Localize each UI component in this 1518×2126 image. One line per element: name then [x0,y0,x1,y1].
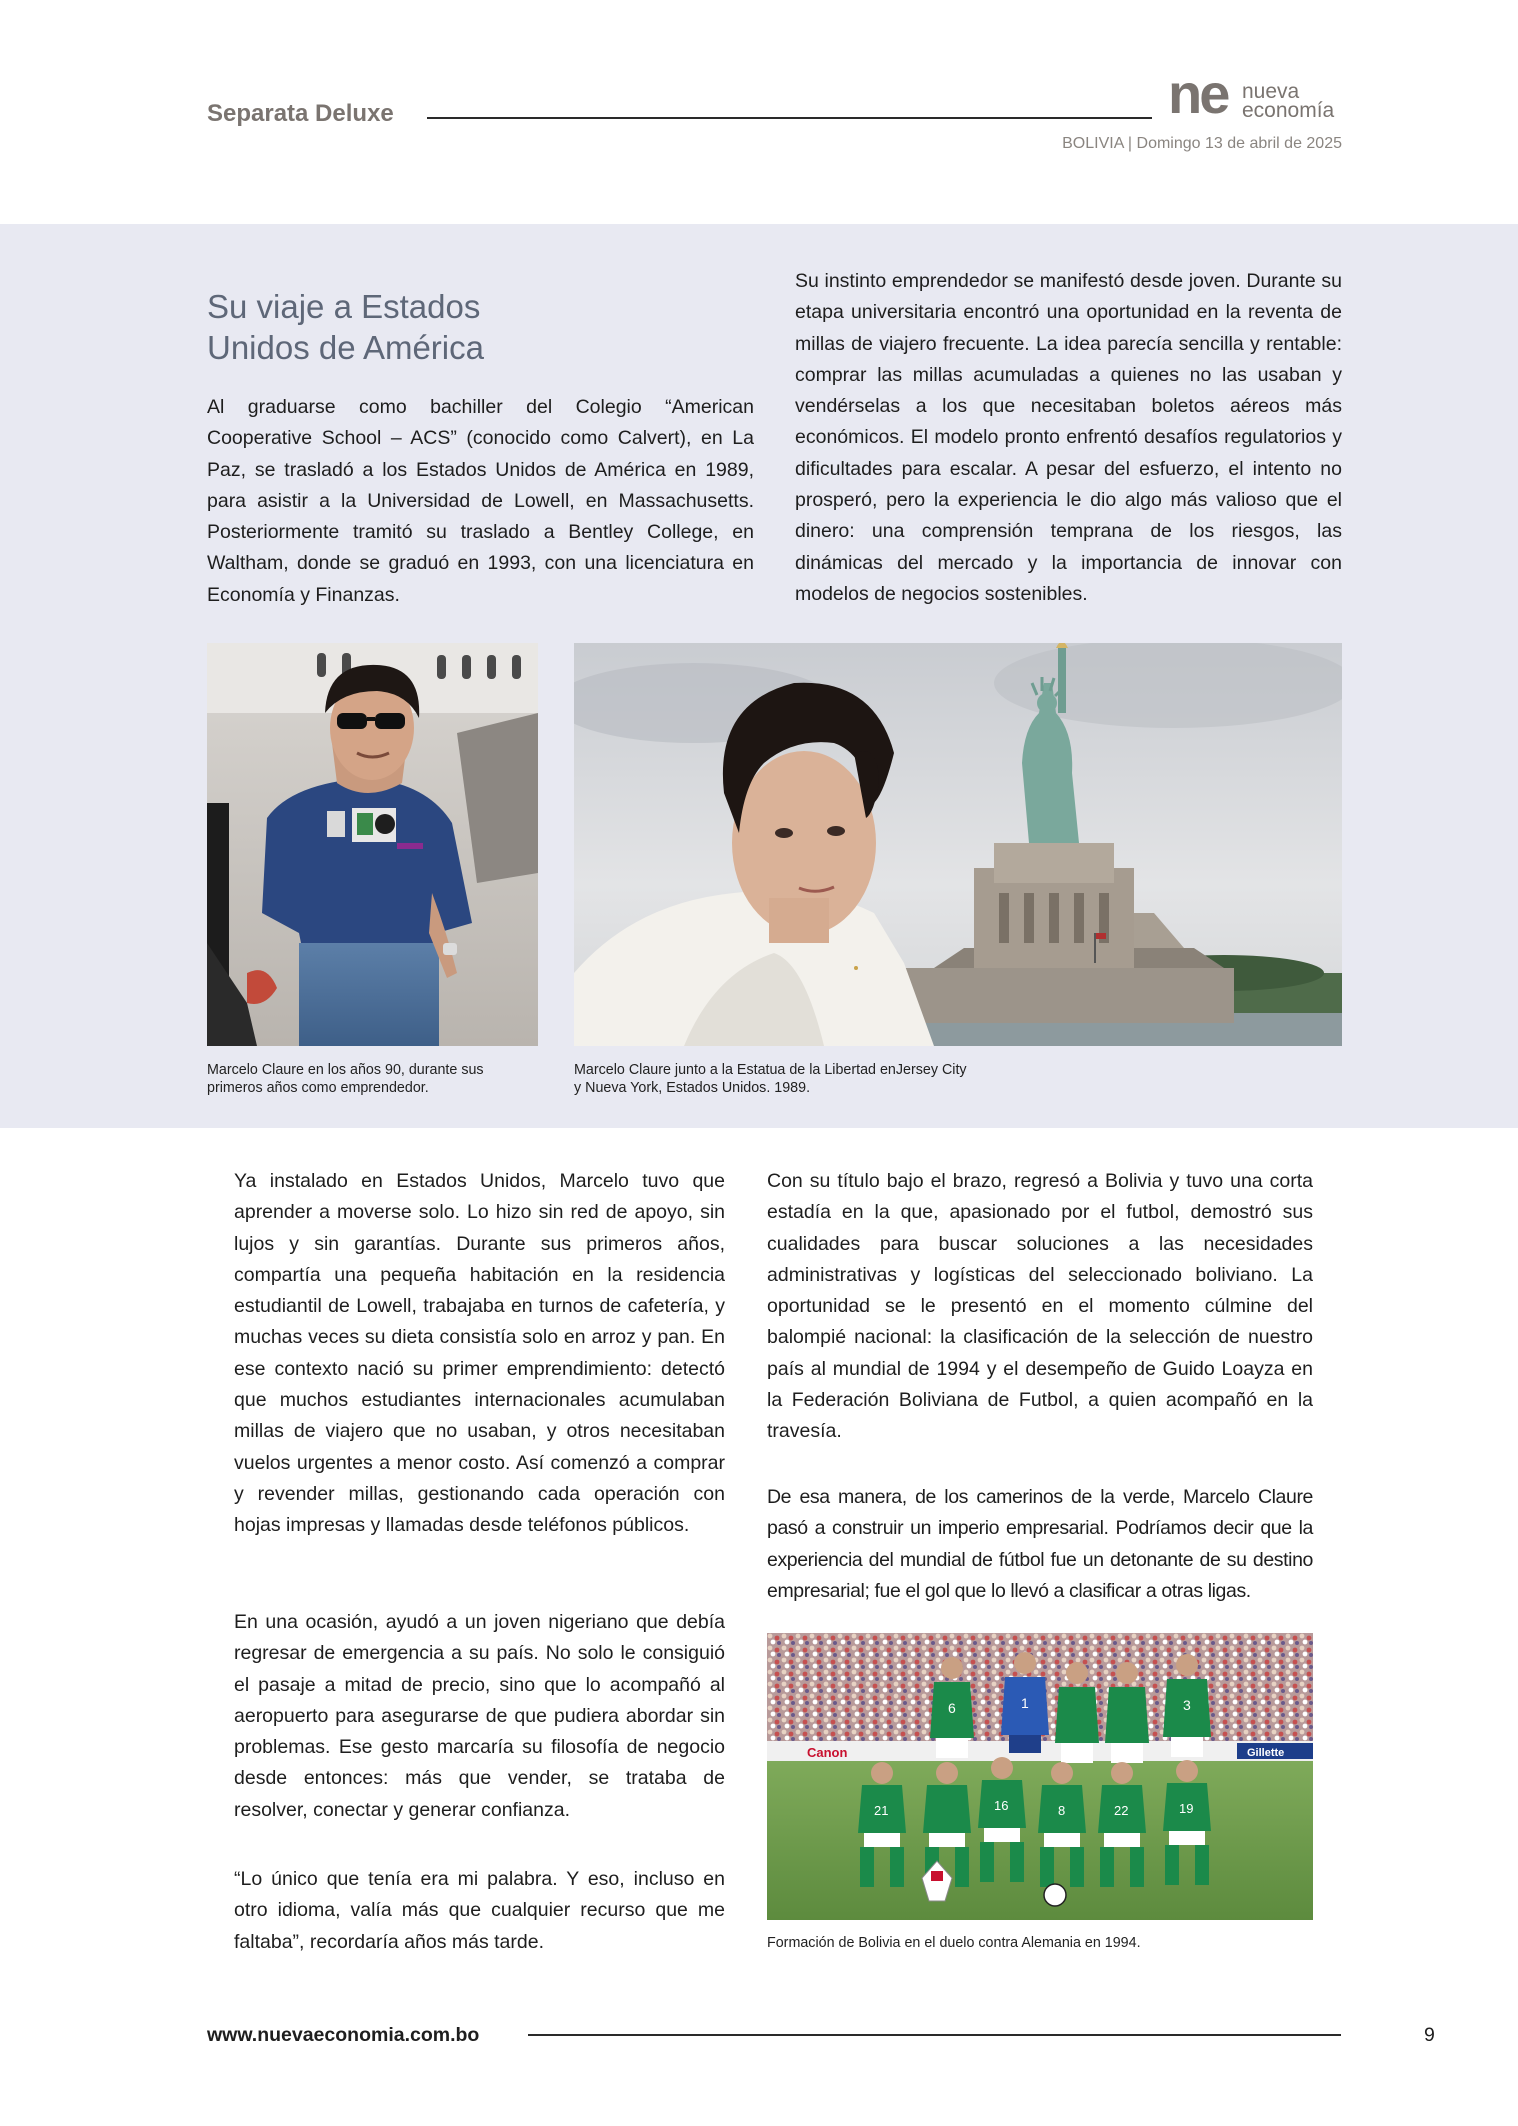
logo-wordmark [1242,82,1334,120]
paragraph-empire: De esa manera, de los camerinos de la verde, Marcelo Claure pasó a construir un imperio empresarial. Podríamos decir que la experiencia del mundial de fútbol fue un detonante de su destino empresarial; fue el gol que lo llevó a clasificar a otras ligas. [767,1486,1313,1602]
paragraph-entrepreneur: Su instinto emprendedor se manifestó desde joven. Durante su etapa universitaria encontró una oportunidad en la reventa de millas de viajero frecuente. La idea parecía sencilla y rentable: comprar las millas acumuladas a quienes no las usaban y vendérselas a los que necesitaban boletos aéreos más económicos. El modelo pronto enfrentó desafíos regulatorios y dificultades para escalar. A pesar del esfuerzo, el intento no prosperó, pero la experiencia le dio algo más valioso que el dinero: una comprensión temprana de los riesgos, las dinámicas del mercado y la importancia de innovar con modelos de negocios sostenibles. [795,270,1342,605]
heading-line-1: Su viaje a Estados [207,288,481,325]
paragraph-nigerian: En una ocasión, ayudó a un joven nigeriano que debía regresar de emergencia a su país. No solo le consiguió el pasaje a mitad de precio, sino que lo acompañó al aeropuerto para asegurarse de que pudiera abordar sin problemas. Ese gesto marcaría su filosofía de negocio desde entonces: más que vender, se trataba de resolver, conectar y generar confianza. [234,1611,725,1821]
section-heading [207,286,767,368]
footer-rule [528,2034,1341,2036]
footer-url[interactable]: www.nuevaeconomia.com.bo [207,2024,480,2046]
page-number: 9 [1424,2024,1435,2046]
ad-board-gillette: Gillette [1247,1747,1285,1759]
ad-board-canon: Canon [807,1745,848,1760]
jersey-number: 21 [874,1803,889,1818]
jersey-number: 6 [948,1700,956,1716]
caption-statue-of-liberty: Marcelo Claure junto a la Estatua de la Libertad enJersey City y Nueva York, Estados Unidos. 1989. [574,1062,967,1096]
jersey-number: 1 [1021,1695,1029,1711]
photo-bolivia-team-1994 [767,1633,1313,1920]
caption-team-photo: Formación de Bolivia en el duelo contra Alemania en 1994. [767,1935,1141,1951]
jersey-number: 8 [1058,1803,1066,1818]
jersey-number: 3 [1183,1697,1191,1713]
paragraph-bolivia: Con su título bajo el brazo, regresó a Bolivia y tuvo una corta estadía en la que, apasionado por el futbol, demostró sus cualidades para buscar soluciones a las necesidades administrativas y logísticas del seleccionado boliviano. La oportunidad se le presentó en el momento cúlmine del balompié nacional: la clasificación de la selección de nuestro país al mundial de 1994 y el desempeño de Guido Loayza en la Federación Boliviana de Futbol, a quien acompañó en la travesía. [767,1170,1313,1443]
jersey-number: 19 [1179,1801,1194,1816]
header-rule [427,117,1152,119]
jersey-number: 22 [1114,1803,1129,1818]
paragraph-education: Al graduarse como bachiller del Colegio “American Cooperative School – ACS” (conocido como Calvert), en La Paz, se trasladó a los Estados Unidos de América en 1989, para asistir a la Universidad de Lowell, en Massachusetts. Posteriormente tramitó su traslado a Bentley College, en Waltham, donde se graduó en 1993, con una licenciatura en Economía y Finanzas. [207,396,754,606]
heading-line-2: Unidos de América [207,329,484,366]
logo-word-1: nueva [1242,80,1300,103]
caption-photo-90s: Marcelo Claure en los años 90, durante sus primeros años como emprendedor. [207,1062,484,1096]
dateline: BOLIVIA | Domingo 13 de abril de 2025 [1062,135,1342,152]
jersey-number: 16 [994,1798,1009,1813]
logo-word-2: economía [1242,99,1335,122]
photo-marcelo-90s [207,643,538,1046]
logo-mark: ne [1168,62,1228,125]
photo-statue-of-liberty [574,643,1342,1046]
brand-logo [1168,62,1343,126]
section-label: Separata Deluxe [207,100,394,127]
paragraph-lowell: Ya instalado en Estados Unidos, Marcelo tuvo que aprender a moverse solo. Lo hizo sin red de apoyo, sin lujos y sin garantías. Durante sus primeros años, compartía una pequeña habitación en la residencia estudiantil de Lowell, trabajaba en turnos de cafetería, y muchas veces su dieta consistía solo en arroz y pan. En ese contexto nació su primer emprendimiento: detectó que muchos estudiantes internacionales acumulaban millas de viajero que no usaban, y otros necesitaban vuelos urgentes a menor costo. Así comenzó a comprar y revender millas, gestionando cada operación con hojas impresas y llamadas desde teléfonos públicos. [234,1170,725,1537]
paragraph-quote: “Lo único que tenía era mi palabra. Y eso, incluso en otro idioma, valía más que cualquier recurso que me faltaba”, recordaría años más tarde. [234,1868,725,1953]
